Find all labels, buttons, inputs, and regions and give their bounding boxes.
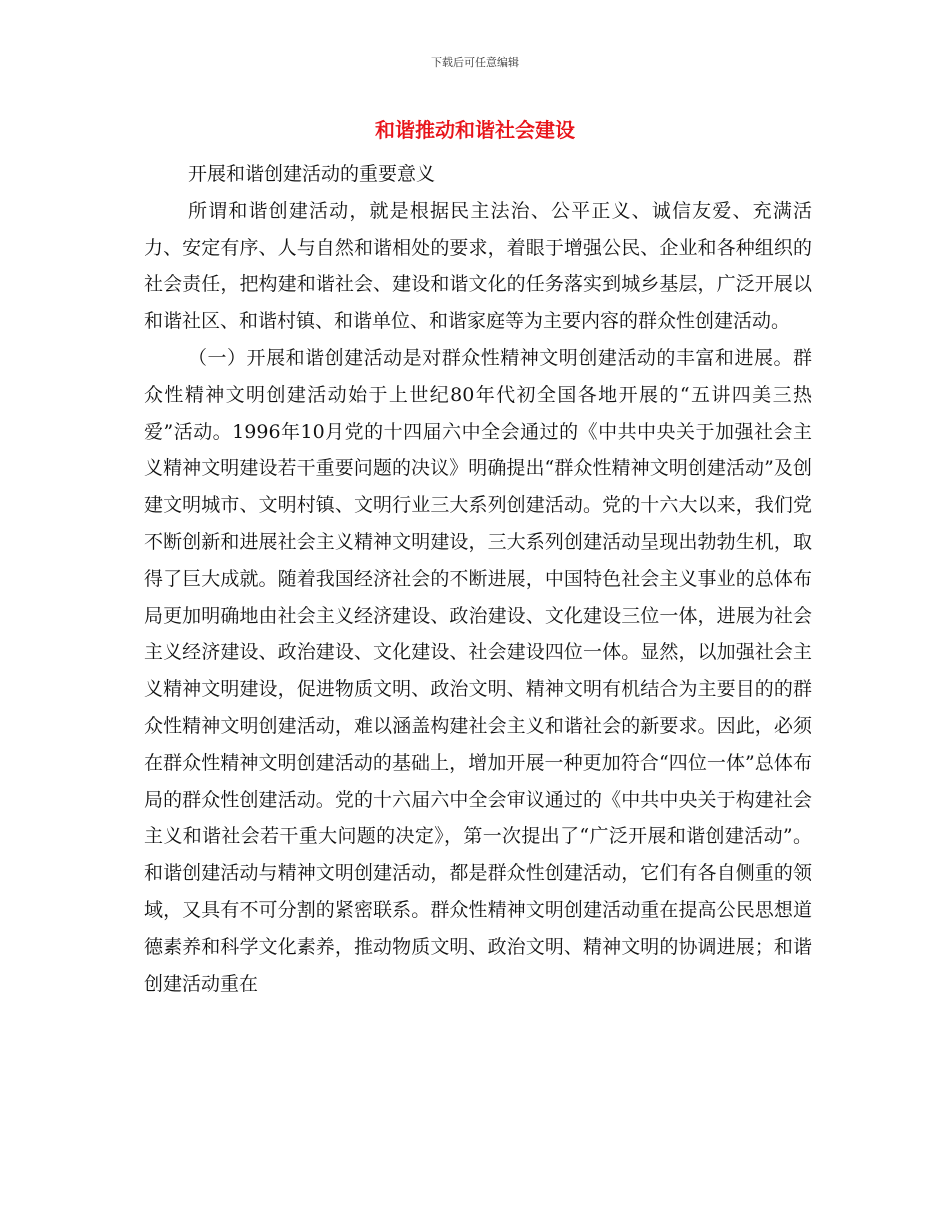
document-title: 和谐推动和谐社会建设 xyxy=(375,118,575,142)
header-note: 下载后可任意编辑 xyxy=(431,56,519,69)
paragraph: （一）开展和谐创建活动是对群众性精神文明创建活动的丰富和进展。群众性精神文明创建活动始于上世纪80年代初全国各地开展的“五讲四美三热爱”活动。1996年10月党的十四届六中全会通过的《中共中央关于加强社会主义精神文明建设若干重要问题的决议》明确提出“群众性精神文明创建活动”及创建文明城市、文明村镇、文明行业三大系列创建活动。党的十六大以来，我们党不断创新和进展社会主义精神文明建设，三大系列创建活动呈现出勃勃生机，取得了巨大成就。随着我国经济社会的不断进展，中国特色社会主义事业的总体布局更加明确地由社会主义经济建设、政治建设、文化建设三位一体，进展为社会主义经济建设、政治建设、文化建设、社会建设四位一体。显然，以加强社会主义精神文明建设，促进物质文明、政治文明、精神文明有机结合为主要目的的群众性精神文明创建活动，难以涵盖构建社会主义和谐社会的新要求。因此，必须在群众性精神文明创建活动的基础上，增加开展一种更加符合“四位一体”总体布局的群众性创建活动。党的十六届六中全会审议通过的《中共中央关于构建社会主义和谐社会若干重大问题的决定》，第一次提出了“广泛开展和谐创建活动”。和谐创建活动与精神文明创建活动，都是群众性创建活动，它们有各自侧重的领域，又具有不可分割的紧密联系。群众性精神文明创建活动重在提高公民思想道德素养和科学文化素养，推动物质文明、政治文明、精神文明的协调进展；和谐创建活动重在 xyxy=(144,346,812,995)
document-body xyxy=(144,156,812,1002)
section-heading: 开展和谐创建活动的重要意义 xyxy=(188,163,436,185)
paragraph: 所谓和谐创建活动，就是根据民主法治、公平正义、诚信友爱、充满活力、安定有序、人与自然和谐相处的要求，着眼于增强公民、企业和各种组织的社会责任，把构建和谐社会、建设和谐文化的任务落实到城乡基层，广泛开展以和谐社区、和谐村镇、和谐单位、和谐家庭等为主要内容的群众性创建活动。 xyxy=(144,199,812,333)
